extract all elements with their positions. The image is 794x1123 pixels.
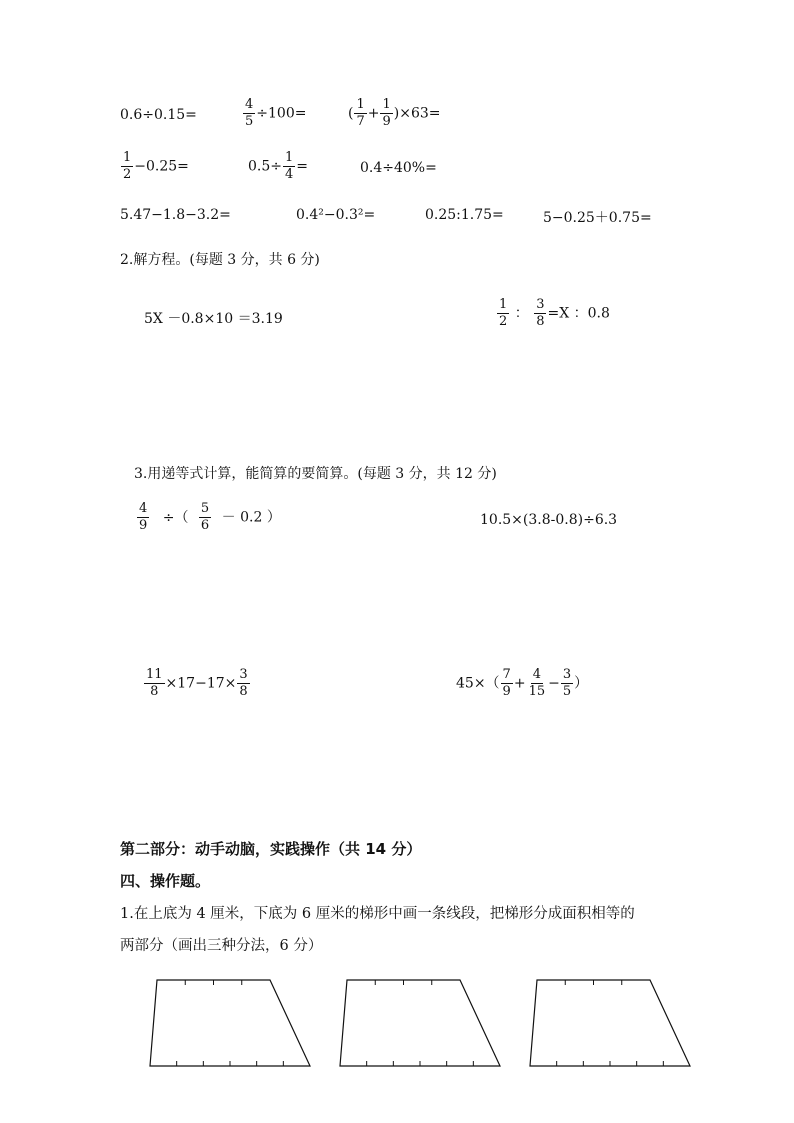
section-4-title: 四、操作题。 <box>120 872 211 890</box>
problem-3: $\frac{11}{8}$ ×17−17× $\frac{3}{8}$ <box>146 667 248 699</box>
question-1-line-1: 1.在上底为 4 厘米，下底为 6 厘米的梯形中画一条线段，把梯形分成面积相等的 <box>120 906 635 922</box>
expr-5-minus-plus: 5−0.25＋0.75= <box>543 210 652 226</box>
trapezoid-2 <box>340 980 500 1066</box>
problem-2: 10.5×(3.8-0.8)÷6.3 <box>480 512 618 528</box>
expr-4-5-div-100: $\frac{4}{5}$ ÷100= <box>245 97 307 129</box>
expr-0.6-div-0.15: 0.6÷0.15= <box>120 107 197 123</box>
expr-5.47-minus: 5.47−1.8−3.2= <box>120 207 231 223</box>
expr-fraction-sum-times-63: ( $\frac{1}{7}$ + $\frac{1}{9}$ )×63= <box>348 97 441 129</box>
trapezoid-3 <box>530 980 690 1066</box>
part-2-title: 第二部分：动手动脑，实践操作（共 14 分） <box>120 840 422 858</box>
trapezoid-1 <box>150 980 310 1066</box>
equation-2: $\frac{1}{2}$ ： $\frac{3}{8}$ =X ：0.8 <box>499 297 610 329</box>
equation-1: 5X －0.8×10 ＝3.19 <box>144 311 283 327</box>
expr-1-2-minus-0.25: $\frac{1}{2}$ −0.25= <box>123 150 189 182</box>
expr-0.4-div-40pct: 0.4÷40%= <box>360 160 437 176</box>
expr-squares: 0.4²−0.3²= <box>296 207 376 223</box>
section-2-title: 2.解方程。(每题 3 分，共 6 分) <box>120 252 320 268</box>
question-1-line-2: 两部分（画出三种分法，6 分） <box>120 938 323 954</box>
problem-1: $\frac{4}{9}$ ÷（ $\frac{5}{6}$ － 0.2 ） <box>139 501 281 533</box>
problem-4: 45×（ $\frac{7}{9}$ + $\frac{4}{15}$ − $\frac{3}{5}$ ） <box>456 667 589 699</box>
expr-0.5-div-1-4: 0.5÷ $\frac{1}{4}$ = <box>248 150 309 182</box>
expr-ratio: 0.25:1.75= <box>425 207 504 223</box>
section-3-title: 3.用递等式计算，能简算的要简算。(每题 3 分，共 12 分) <box>134 466 497 482</box>
